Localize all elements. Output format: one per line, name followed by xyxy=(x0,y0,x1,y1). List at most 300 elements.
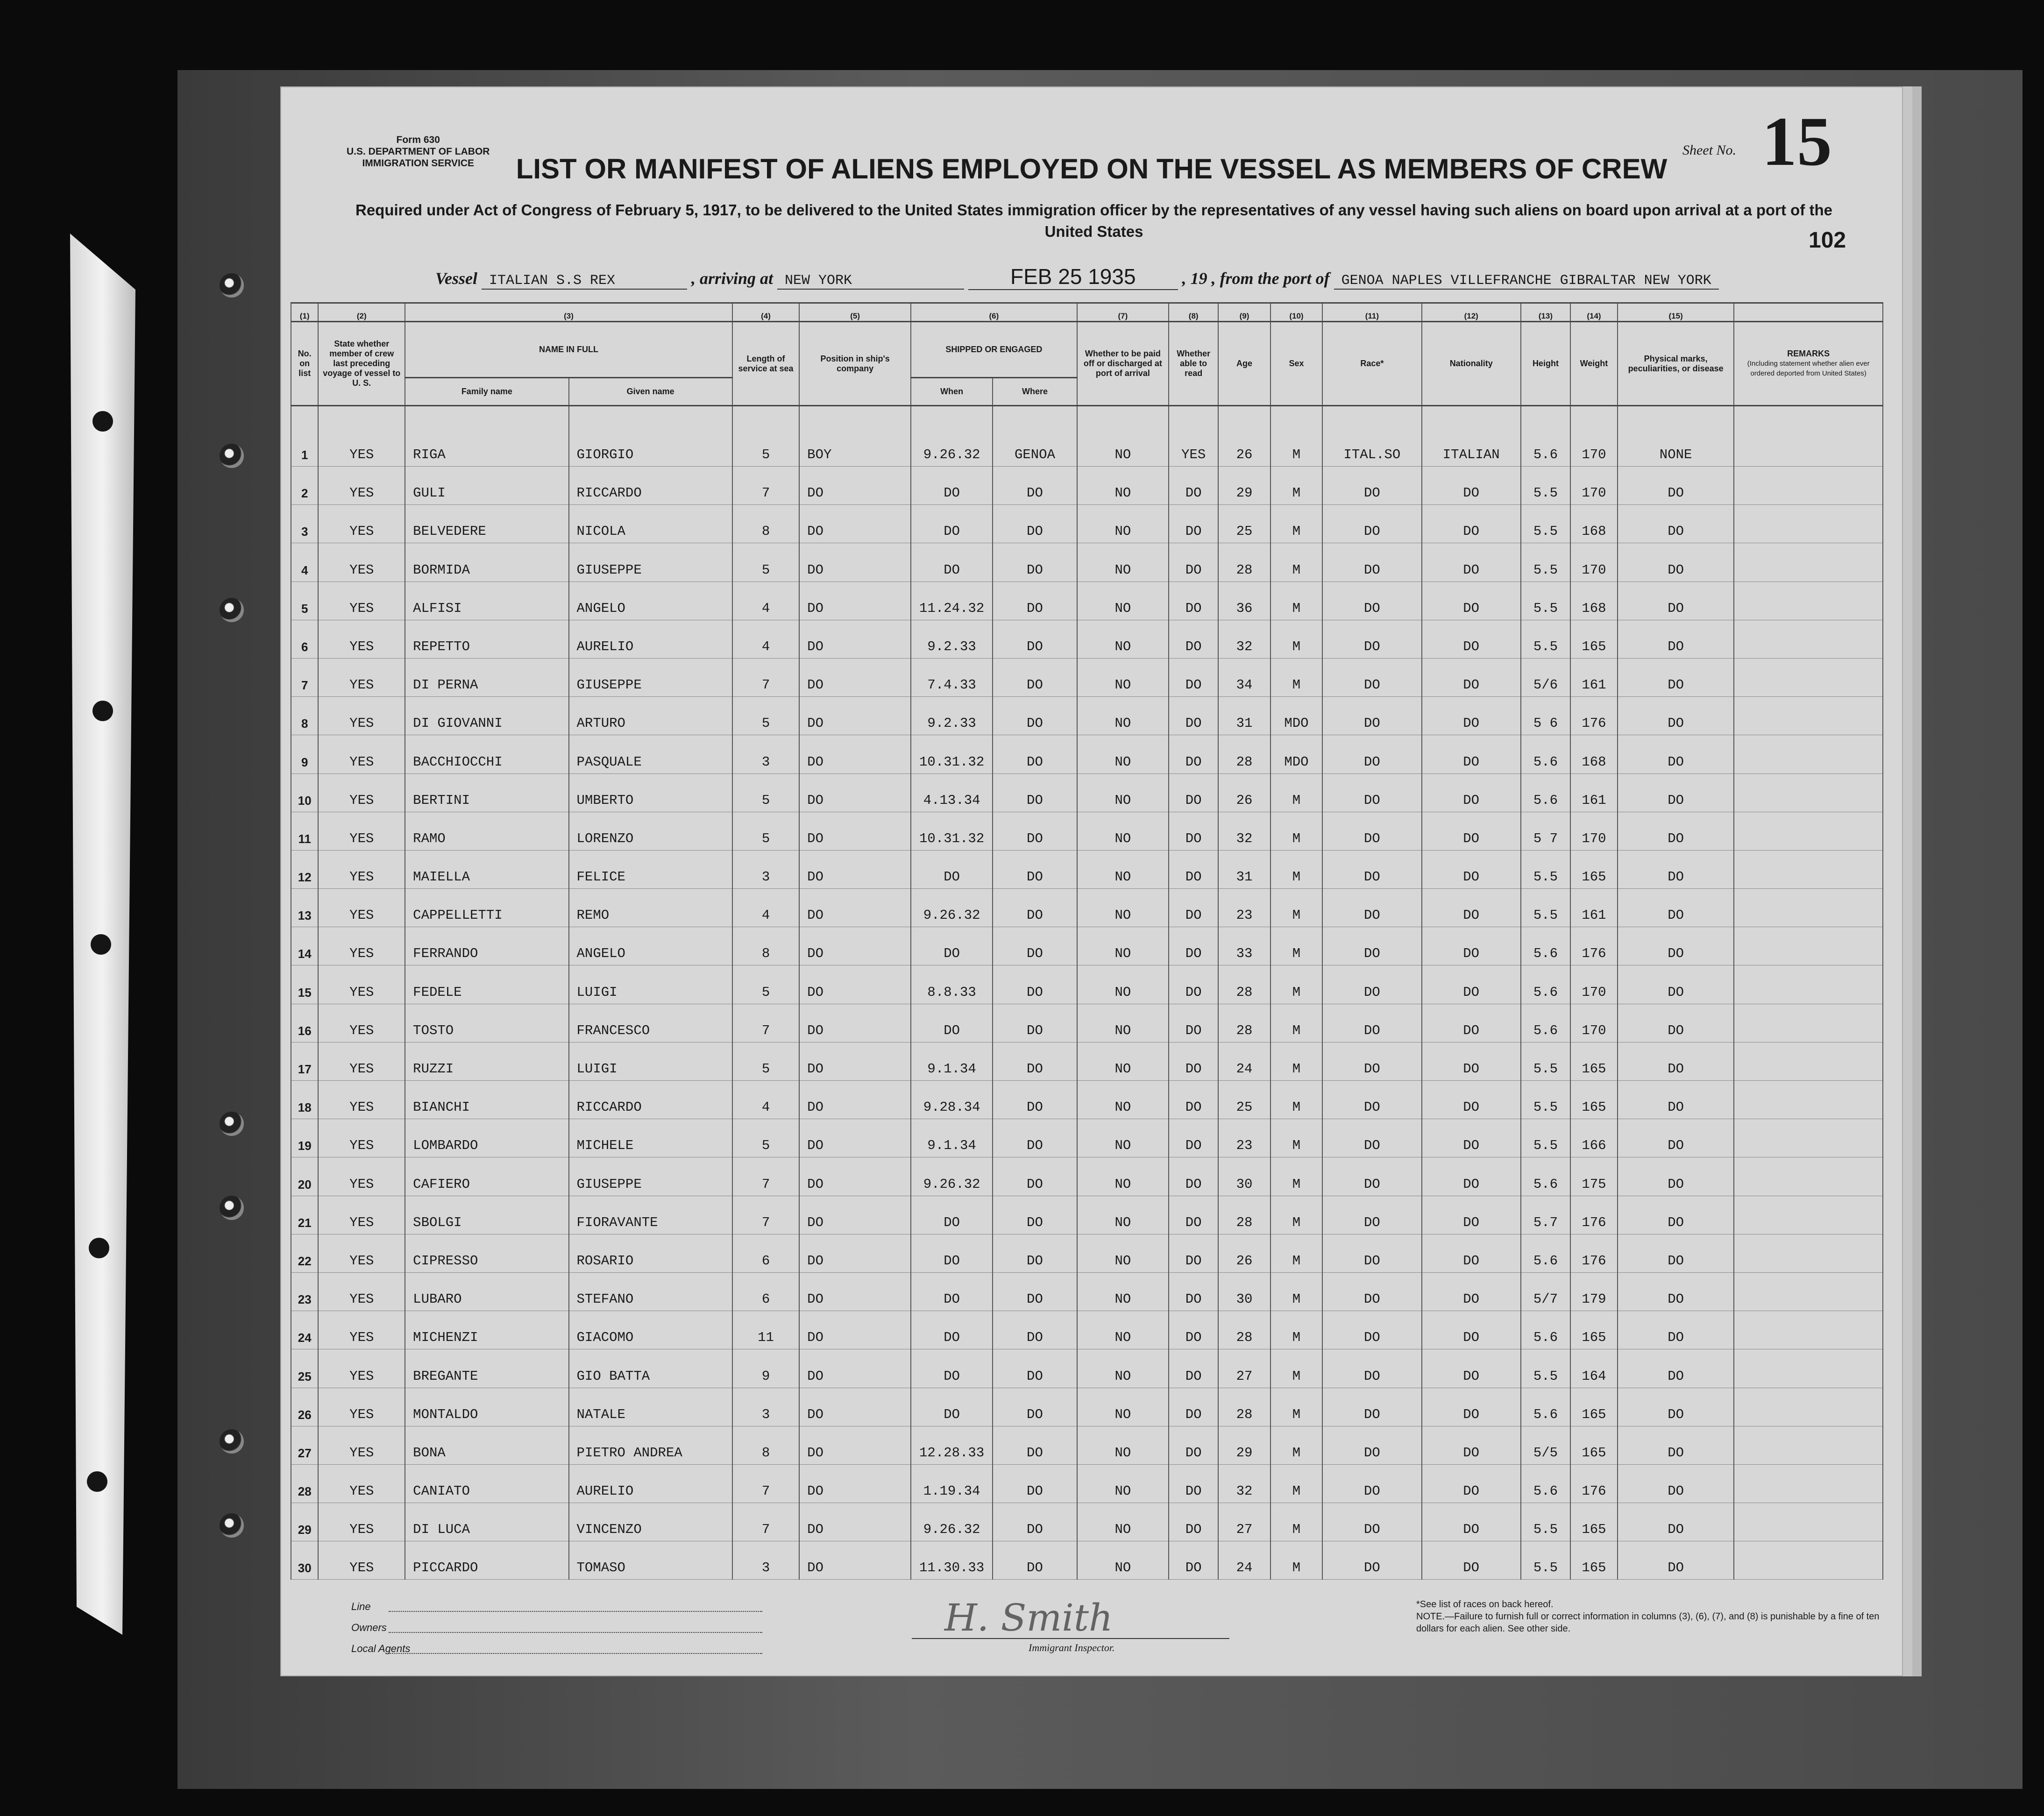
cell-nationality: DO xyxy=(1422,1081,1521,1119)
cell-paid-off: NO xyxy=(1077,812,1169,850)
cell-remarks xyxy=(1734,505,1883,543)
remarks-title: REMARKS xyxy=(1787,349,1830,358)
colnum: (8) xyxy=(1169,303,1218,322)
cell-remarks xyxy=(1734,1081,1883,1119)
cell-position: DO xyxy=(799,1081,911,1119)
cell-shipped-when: 9.2.33 xyxy=(911,620,993,658)
cell-shipped-when: 9.2.33 xyxy=(911,697,993,735)
cell-remarks xyxy=(1734,889,1883,927)
cell-weight: 166 xyxy=(1570,1119,1618,1157)
cell-given-name: MICHELE xyxy=(569,1119,732,1157)
cell-nationality: DO xyxy=(1422,773,1521,812)
cell-given-name: GIUSEPPE xyxy=(569,1157,732,1196)
cell-number: 16 xyxy=(291,1004,318,1042)
cell-physical-marks: DO xyxy=(1618,620,1734,658)
cell-number: 12 xyxy=(291,850,318,888)
cell-shipped-where: DO xyxy=(993,1157,1077,1196)
cell-previous-voyage: YES xyxy=(318,1541,405,1580)
cell-given-name: LUIGI xyxy=(569,965,732,1004)
cell-physical-marks: DO xyxy=(1618,1349,1734,1388)
cell-physical-marks: DO xyxy=(1618,697,1734,735)
header-paid-off: Whether to be paid off or discharged at port of arrival xyxy=(1077,322,1169,406)
cell-family-name: MAIELLA xyxy=(405,850,568,888)
cell-nationality: DO xyxy=(1422,582,1521,620)
cell-position: DO xyxy=(799,1042,911,1080)
cell-number: 27 xyxy=(291,1426,318,1464)
cell-shipped-when: 9.26.32 xyxy=(911,406,993,467)
cell-age: 34 xyxy=(1218,658,1270,696)
cell-nationality: ITALIAN xyxy=(1422,406,1521,467)
cell-paid-off: NO xyxy=(1077,1349,1169,1388)
cell-sex: M xyxy=(1270,467,1322,505)
owners-label: Owners xyxy=(351,1622,387,1633)
cell-nationality: DO xyxy=(1422,1272,1521,1311)
cell-sex: M xyxy=(1270,1503,1322,1541)
cell-sex: M xyxy=(1270,1464,1322,1503)
cell-shipped-when: 8.8.33 xyxy=(911,965,993,1004)
cell-number: 20 xyxy=(291,1157,318,1196)
cell-able-to-read: DO xyxy=(1169,1234,1218,1272)
colnum: (12) xyxy=(1422,303,1521,322)
cell-given-name: ARTURO xyxy=(569,697,732,735)
cell-remarks xyxy=(1734,927,1883,965)
manifest-page xyxy=(280,86,1903,1676)
header-given-name: Given name xyxy=(569,378,732,406)
cell-length-of-service: 7 xyxy=(732,658,799,696)
cell-able-to-read: DO xyxy=(1169,1464,1218,1503)
cell-sex: M xyxy=(1270,1234,1322,1272)
cell-shipped-when: 10.31.32 xyxy=(911,735,993,773)
cell-race: DO xyxy=(1322,582,1421,620)
cell-shipped-where: DO xyxy=(993,467,1077,505)
cell-race: DO xyxy=(1322,1196,1421,1234)
sheet-number: 15 xyxy=(1762,103,1832,180)
cell-family-name: BIANCHI xyxy=(405,1081,568,1119)
cell-shipped-when: 4.13.34 xyxy=(911,773,993,812)
cell-given-name: NATALE xyxy=(569,1388,732,1426)
table-row xyxy=(291,1541,1883,1580)
cell-age: 28 xyxy=(1218,1388,1270,1426)
cell-given-name: AURELIO xyxy=(569,1464,732,1503)
table-row xyxy=(291,467,1883,505)
cell-shipped-where: DO xyxy=(993,1081,1077,1119)
cell-family-name: RAMO xyxy=(405,812,568,850)
cell-nationality: DO xyxy=(1422,1541,1521,1580)
cell-given-name: GIUSEPPE xyxy=(569,658,732,696)
cell-height: 5.6 xyxy=(1521,1464,1570,1503)
cell-previous-voyage: YES xyxy=(318,1503,405,1541)
cell-able-to-read: DO xyxy=(1169,1388,1218,1426)
cell-able-to-read: YES xyxy=(1169,406,1218,467)
cell-given-name: RICCARDO xyxy=(569,1081,732,1119)
owners-field xyxy=(389,1632,762,1633)
binder-ring xyxy=(220,1429,244,1454)
cell-age: 29 xyxy=(1218,467,1270,505)
cell-age: 36 xyxy=(1218,582,1270,620)
cell-height: 5.6 xyxy=(1521,965,1570,1004)
cell-position: DO xyxy=(799,889,911,927)
cell-paid-off: NO xyxy=(1077,735,1169,773)
colnum: (5) xyxy=(799,303,911,322)
cell-age: 28 xyxy=(1218,1196,1270,1234)
cell-length-of-service: 3 xyxy=(732,1388,799,1426)
cell-previous-voyage: YES xyxy=(318,889,405,927)
cell-paid-off: NO xyxy=(1077,697,1169,735)
cell-sex: M xyxy=(1270,927,1322,965)
cell-length-of-service: 6 xyxy=(732,1234,799,1272)
cell-nationality: DO xyxy=(1422,467,1521,505)
cell-family-name: REPETTO xyxy=(405,620,568,658)
cell-race: DO xyxy=(1322,1157,1421,1196)
table-row xyxy=(291,889,1883,927)
cell-given-name: NICOLA xyxy=(569,505,732,543)
vessel-label: Vessel xyxy=(435,269,477,288)
cell-race: DO xyxy=(1322,773,1421,812)
cell-race: DO xyxy=(1322,927,1421,965)
cell-weight: 170 xyxy=(1570,406,1618,467)
cell-length-of-service: 8 xyxy=(732,505,799,543)
cell-shipped-where: DO xyxy=(993,965,1077,1004)
cell-nationality: DO xyxy=(1422,1426,1521,1464)
cell-family-name: ALFISI xyxy=(405,582,568,620)
cell-number: 18 xyxy=(291,1081,318,1119)
colnum: (15) xyxy=(1618,303,1734,322)
cell-race: ITAL.SO xyxy=(1322,406,1421,467)
cell-length-of-service: 5 xyxy=(732,1042,799,1080)
cell-shipped-when: DO xyxy=(911,1234,993,1272)
cell-height: 5.6 xyxy=(1521,1311,1570,1349)
cell-race: DO xyxy=(1322,1272,1421,1311)
cell-sex: M xyxy=(1270,1541,1322,1580)
page-title: LIST OR MANIFEST OF ALIENS EMPLOYED ON THE VESSEL AS MEMBERS OF CREW xyxy=(516,153,1668,184)
cell-sex: M xyxy=(1270,582,1322,620)
cell-shipped-when: DO xyxy=(911,1272,993,1311)
cell-able-to-read: DO xyxy=(1169,467,1218,505)
cell-paid-off: NO xyxy=(1077,1464,1169,1503)
cell-able-to-read: DO xyxy=(1169,1503,1218,1541)
cell-shipped-where: DO xyxy=(993,1541,1077,1580)
cell-sex: M xyxy=(1270,1272,1322,1311)
cell-physical-marks: DO xyxy=(1618,1004,1734,1042)
cell-previous-voyage: YES xyxy=(318,1426,405,1464)
cell-nationality: DO xyxy=(1422,1388,1521,1426)
cell-remarks xyxy=(1734,1004,1883,1042)
cell-physical-marks: DO xyxy=(1618,658,1734,696)
cell-nationality: DO xyxy=(1422,1119,1521,1157)
cell-nationality: DO xyxy=(1422,850,1521,888)
cell-family-name: BONA xyxy=(405,1426,568,1464)
cell-sex: M xyxy=(1270,812,1322,850)
cell-previous-voyage: YES xyxy=(318,505,405,543)
header-family-name: Family name xyxy=(405,378,568,406)
cell-able-to-read: DO xyxy=(1169,889,1218,927)
cell-able-to-read: DO xyxy=(1169,1196,1218,1234)
cell-family-name: FEDELE xyxy=(405,965,568,1004)
cell-given-name: LUIGI xyxy=(569,1042,732,1080)
table-row xyxy=(291,1388,1883,1426)
cell-able-to-read: DO xyxy=(1169,1081,1218,1119)
cell-number: 29 xyxy=(291,1503,318,1541)
cell-weight: 168 xyxy=(1570,582,1618,620)
cell-family-name: BACCHIOCCHI xyxy=(405,735,568,773)
cell-able-to-read: DO xyxy=(1169,773,1218,812)
cell-previous-voyage: YES xyxy=(318,1196,405,1234)
cell-position: DO xyxy=(799,620,911,658)
cell-previous-voyage: YES xyxy=(318,1272,405,1311)
colnum: (7) xyxy=(1077,303,1169,322)
cell-physical-marks: DO xyxy=(1618,1503,1734,1541)
cell-remarks xyxy=(1734,773,1883,812)
cell-remarks xyxy=(1734,1426,1883,1464)
table-row xyxy=(291,850,1883,888)
cell-age: 26 xyxy=(1218,1234,1270,1272)
cell-remarks xyxy=(1734,1541,1883,1580)
cell-able-to-read: DO xyxy=(1169,735,1218,773)
cell-race: DO xyxy=(1322,620,1421,658)
header-where: Where xyxy=(993,378,1077,406)
cell-remarks xyxy=(1734,1234,1883,1272)
cell-position: DO xyxy=(799,1541,911,1580)
cell-shipped-when: DO xyxy=(911,1311,993,1349)
cell-remarks xyxy=(1734,1157,1883,1196)
cell-given-name: PIETRO ANDREA xyxy=(569,1426,732,1464)
cell-shipped-where: DO xyxy=(993,697,1077,735)
cell-shipped-where: DO xyxy=(993,773,1077,812)
cell-shipped-when: 9.26.32 xyxy=(911,1503,993,1541)
cell-previous-voyage: YES xyxy=(318,1349,405,1388)
cell-weight: 165 xyxy=(1570,1426,1618,1464)
cell-able-to-read: DO xyxy=(1169,505,1218,543)
cell-previous-voyage: YES xyxy=(318,658,405,696)
cell-shipped-when: DO xyxy=(911,543,993,582)
cell-able-to-read: DO xyxy=(1169,1119,1218,1157)
cell-race: DO xyxy=(1322,850,1421,888)
header-shipped-or-engaged: SHIPPED OR ENGAGED xyxy=(911,322,1077,378)
cell-shipped-when: 1.19.34 xyxy=(911,1464,993,1503)
cell-length-of-service: 7 xyxy=(732,1196,799,1234)
cell-previous-voyage: YES xyxy=(318,1157,405,1196)
cell-length-of-service: 5 xyxy=(732,773,799,812)
cell-physical-marks: DO xyxy=(1618,1426,1734,1464)
cell-position: DO xyxy=(799,965,911,1004)
cell-position: DO xyxy=(799,1503,911,1541)
cell-physical-marks: DO xyxy=(1618,1388,1734,1426)
cell-weight: 168 xyxy=(1570,505,1618,543)
cell-race: DO xyxy=(1322,1541,1421,1580)
cell-remarks xyxy=(1734,735,1883,773)
cell-shipped-when: DO xyxy=(911,1388,993,1426)
cell-remarks xyxy=(1734,543,1883,582)
cell-shipped-when: DO xyxy=(911,467,993,505)
cell-number: 22 xyxy=(291,1234,318,1272)
cell-shipped-where: DO xyxy=(993,1349,1077,1388)
cell-race: DO xyxy=(1322,1081,1421,1119)
cell-sex: M xyxy=(1270,1426,1322,1464)
cell-nationality: DO xyxy=(1422,927,1521,965)
header-height: Height xyxy=(1521,322,1570,406)
cell-family-name: FERRANDO xyxy=(405,927,568,965)
cell-length-of-service: 5 xyxy=(732,965,799,1004)
cell-given-name: VINCENZO xyxy=(569,1503,732,1541)
table-row xyxy=(291,735,1883,773)
cell-sex: M xyxy=(1270,850,1322,888)
cell-length-of-service: 5 xyxy=(732,406,799,467)
cell-paid-off: NO xyxy=(1077,1042,1169,1080)
cell-given-name: ANGELO xyxy=(569,582,732,620)
cell-length-of-service: 11 xyxy=(732,1311,799,1349)
cell-weight: 179 xyxy=(1570,1272,1618,1311)
cell-sex: M xyxy=(1270,1349,1322,1388)
cell-family-name: DI GIOVANNI xyxy=(405,697,568,735)
cell-age: 29 xyxy=(1218,1426,1270,1464)
header-weight: Weight xyxy=(1570,322,1618,406)
cell-age: 31 xyxy=(1218,697,1270,735)
cell-length-of-service: 7 xyxy=(732,467,799,505)
cell-family-name: DI LUCA xyxy=(405,1503,568,1541)
cell-age: 32 xyxy=(1218,620,1270,658)
cell-paid-off: NO xyxy=(1077,543,1169,582)
table-row xyxy=(291,1119,1883,1157)
cell-position: DO xyxy=(799,1464,911,1503)
cell-age: 32 xyxy=(1218,812,1270,850)
colnum: (1) xyxy=(291,303,318,322)
signature-line xyxy=(912,1638,1229,1639)
header-race: Race* xyxy=(1322,322,1421,406)
cell-given-name: LORENZO xyxy=(569,812,732,850)
cell-weight: 176 xyxy=(1570,1234,1618,1272)
cell-length-of-service: 7 xyxy=(732,1157,799,1196)
cell-weight: 165 xyxy=(1570,1388,1618,1426)
cell-number: 15 xyxy=(291,965,318,1004)
header-able-to-read: Whether able to read xyxy=(1169,322,1218,406)
cell-race: DO xyxy=(1322,1004,1421,1042)
cell-shipped-when: DO xyxy=(911,1349,993,1388)
cell-remarks xyxy=(1734,467,1883,505)
remarks-subtitle: (Including statement whether alien ever ordered deported from United States) xyxy=(1747,360,1870,377)
cell-sex: M xyxy=(1270,658,1322,696)
cell-sex: MDO xyxy=(1270,735,1322,773)
cell-physical-marks: DO xyxy=(1618,543,1734,582)
cell-age: 26 xyxy=(1218,406,1270,467)
cell-paid-off: NO xyxy=(1077,1503,1169,1541)
cell-paid-off: NO xyxy=(1077,927,1169,965)
colnum: (3) xyxy=(405,303,732,322)
cell-age: 25 xyxy=(1218,1081,1270,1119)
cell-sex: M xyxy=(1270,773,1322,812)
cell-paid-off: NO xyxy=(1077,1272,1169,1311)
cell-able-to-read: DO xyxy=(1169,965,1218,1004)
cell-height: 5.6 xyxy=(1521,1157,1570,1196)
cell-physical-marks: DO xyxy=(1618,467,1734,505)
cell-shipped-where: GENOA xyxy=(993,406,1077,467)
line-label: Line xyxy=(351,1601,371,1612)
cell-able-to-read: DO xyxy=(1169,620,1218,658)
cell-shipped-when: DO xyxy=(911,927,993,965)
cell-sex: M xyxy=(1270,1311,1322,1349)
arrival-date: FEB 25 1935 xyxy=(968,264,1178,290)
table-row xyxy=(291,1196,1883,1234)
cell-physical-marks: DO xyxy=(1618,1234,1734,1272)
cell-height: 5.6 xyxy=(1521,735,1570,773)
cell-position: DO xyxy=(799,1004,911,1042)
cell-previous-voyage: YES xyxy=(318,1081,405,1119)
cell-number: 24 xyxy=(291,1311,318,1349)
cell-given-name: FRANCESCO xyxy=(569,1004,732,1042)
cell-remarks xyxy=(1734,1388,1883,1426)
strip-hole xyxy=(92,701,113,721)
cell-family-name: RUZZI xyxy=(405,1042,568,1080)
inspector-signature: H. Smith xyxy=(944,1596,1113,1639)
cell-shipped-where: DO xyxy=(993,1464,1077,1503)
cell-sex: M xyxy=(1270,1196,1322,1234)
cell-position: DO xyxy=(799,505,911,543)
cell-remarks xyxy=(1734,1311,1883,1349)
cell-previous-voyage: YES xyxy=(318,1311,405,1349)
cell-number: 14 xyxy=(291,927,318,965)
cell-nationality: DO xyxy=(1422,1311,1521,1349)
cell-race: DO xyxy=(1322,1349,1421,1388)
cell-weight: 176 xyxy=(1570,697,1618,735)
cell-weight: 161 xyxy=(1570,658,1618,696)
cell-nationality: DO xyxy=(1422,1349,1521,1388)
cell-number: 3 xyxy=(291,505,318,543)
paper-strip xyxy=(70,234,135,1635)
cell-physical-marks: DO xyxy=(1618,1541,1734,1580)
cell-given-name: ANGELO xyxy=(569,927,732,965)
cell-position: DO xyxy=(799,543,911,582)
cell-age: 28 xyxy=(1218,1311,1270,1349)
cell-position: DO xyxy=(799,850,911,888)
cell-length-of-service: 7 xyxy=(732,1004,799,1042)
cell-shipped-where: DO xyxy=(993,1503,1077,1541)
cell-weight: 170 xyxy=(1570,965,1618,1004)
table-row xyxy=(291,1349,1883,1388)
cell-paid-off: NO xyxy=(1077,965,1169,1004)
cell-nationality: DO xyxy=(1422,965,1521,1004)
cell-physical-marks: DO xyxy=(1618,812,1734,850)
cell-race: DO xyxy=(1322,1503,1421,1541)
colnum: (13) xyxy=(1521,303,1570,322)
cell-remarks xyxy=(1734,965,1883,1004)
cell-family-name: GULI xyxy=(405,467,568,505)
cell-age: 30 xyxy=(1218,1157,1270,1196)
cell-paid-off: NO xyxy=(1077,1081,1169,1119)
colnum: (14) xyxy=(1570,303,1618,322)
cell-number: 13 xyxy=(291,889,318,927)
cell-previous-voyage: YES xyxy=(318,735,405,773)
cell-remarks xyxy=(1734,1349,1883,1388)
table-row xyxy=(291,620,1883,658)
cell-position: DO xyxy=(799,1157,911,1196)
cell-height: 5/7 xyxy=(1521,1272,1570,1311)
cell-race: DO xyxy=(1322,1042,1421,1080)
cell-weight: 176 xyxy=(1570,1464,1618,1503)
cell-physical-marks: DO xyxy=(1618,1311,1734,1349)
table-row xyxy=(291,773,1883,812)
cell-weight: 165 xyxy=(1570,620,1618,658)
cell-family-name: BREGANTE xyxy=(405,1349,568,1388)
cell-height: 5.5 xyxy=(1521,850,1570,888)
cell-nationality: DO xyxy=(1422,1004,1521,1042)
department-line: U.S. DEPARTMENT OF LABOR xyxy=(347,146,490,157)
cell-length-of-service: 5 xyxy=(732,543,799,582)
cell-shipped-where: DO xyxy=(993,1004,1077,1042)
cell-remarks xyxy=(1734,1503,1883,1541)
cell-weight: 165 xyxy=(1570,1042,1618,1080)
cell-sex: M xyxy=(1270,1004,1322,1042)
cell-able-to-read: DO xyxy=(1169,1426,1218,1464)
header-position: Position in ship's company xyxy=(799,322,911,406)
